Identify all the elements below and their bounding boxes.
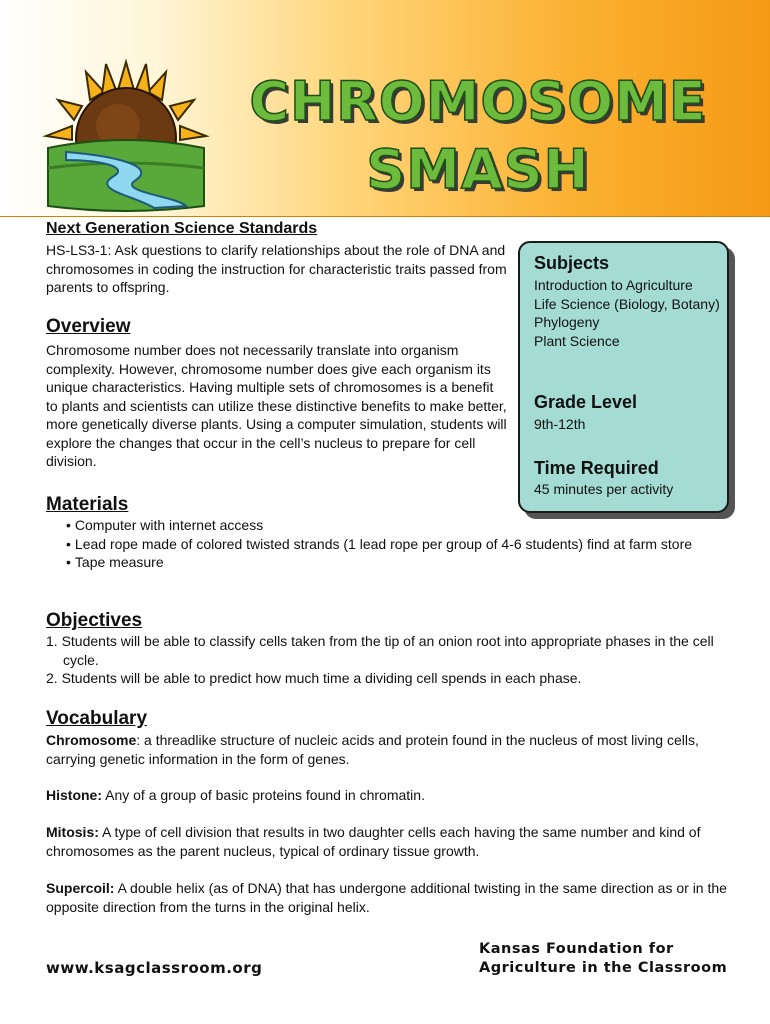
time-required-heading: Time Required [534,458,659,478]
header-banner [0,0,770,217]
subject-item: Phylogeny [534,314,600,330]
lesson-info-panel [518,241,729,513]
list-item: 2. Students will be able to predict how much time a dividing cell spends in each phase. [46,670,582,686]
vocab-entry-histone [46,786,736,805]
website-link[interactable]: www.ksagclassroom.org [46,959,263,977]
organization-line-1: Kansas Foundation for [479,941,674,957]
subject-item: Plant Science [534,332,620,349]
overview-heading: Overview [46,316,131,337]
title-line-1: CHROMOSOME [249,70,707,133]
list-item: • Tape measure [66,553,726,572]
grade-level-value: 9th-12th [534,416,586,432]
vocab-definition: : a threadlike structure of nucleic acids and protein found in the nucleus of most living cells, carrying genetic information in the form of genes. [46,732,699,767]
list-item: • Computer with internet access [66,516,726,535]
list-item: • Lead rope made of colored twisted strands (1 lead rope per group of 4-6 students) find at farm store [66,535,726,554]
overview-text: Chromosome number does not necessarily translate into organism complexity. However, chromosome number does give each organism its unique characteristics. Having multiple sets of chromosomes is a benefit to plants and scientists can utilize these distinctive benefits to make better, more genetically diverse plants. Using a computer simulation, students will explore the changes that occur in the cell’s nucleus to prepare for cell division. [46,342,507,469]
vocab-definition: Any of a group of basic proteins found in chromatin. [102,787,425,803]
subjects-list [534,276,720,350]
vocabulary-heading: Vocabulary [46,708,148,729]
vocab-term: Chromosome [46,732,137,748]
objectives-heading: Objectives [46,610,143,631]
vocab-entry-mitosis [46,823,736,860]
vocab-definition: A double helix (as of DNA) that has undergone additional twisting in the same direction as or in the opposite direction from the turns in the original helix. [46,880,727,915]
vocab-term: Mitosis: [46,824,99,840]
title-line-2: SMASH [366,138,590,201]
ngss-heading: Next Generation Science Standards [46,220,318,237]
materials-list [66,516,726,572]
sunflower-field-logo-icon [26,56,226,216]
organization-line-2: Agriculture in the Classroom [479,960,728,976]
subject-item: Life Science (Biology, Botany) [534,295,720,312]
list-item: 1. Students will be able to classify cells taken from the tip of an onion root into appropriate phases in the cell cycle. [46,633,714,668]
subject-item: Introduction to Agriculture [534,277,693,293]
vocab-definition: A type of cell division that results in two daughter cells each having the same number and kind of chromosomes as the parent nucleus, typical of ordinary tissue growth. [46,824,701,859]
subjects-heading: Subjects [534,253,610,273]
ngss-text: HS-LS3-1: Ask questions to clarify relationships about the role of DNA and chromosomes in coding the instruction for characteristic traits passed from parents to offspring. [46,242,507,295]
vocab-entry-supercoil [46,879,736,916]
vocab-entry-chromosome [46,731,736,768]
time-required-value: 45 minutes per activity [534,481,674,497]
objectives-list [46,632,736,688]
vocab-term: Supercoil: [46,880,115,896]
materials-heading: Materials [46,494,129,515]
grade-level-heading: Grade Level [534,392,638,412]
organization-name [479,940,727,978]
vocab-term: Histone: [46,787,102,803]
